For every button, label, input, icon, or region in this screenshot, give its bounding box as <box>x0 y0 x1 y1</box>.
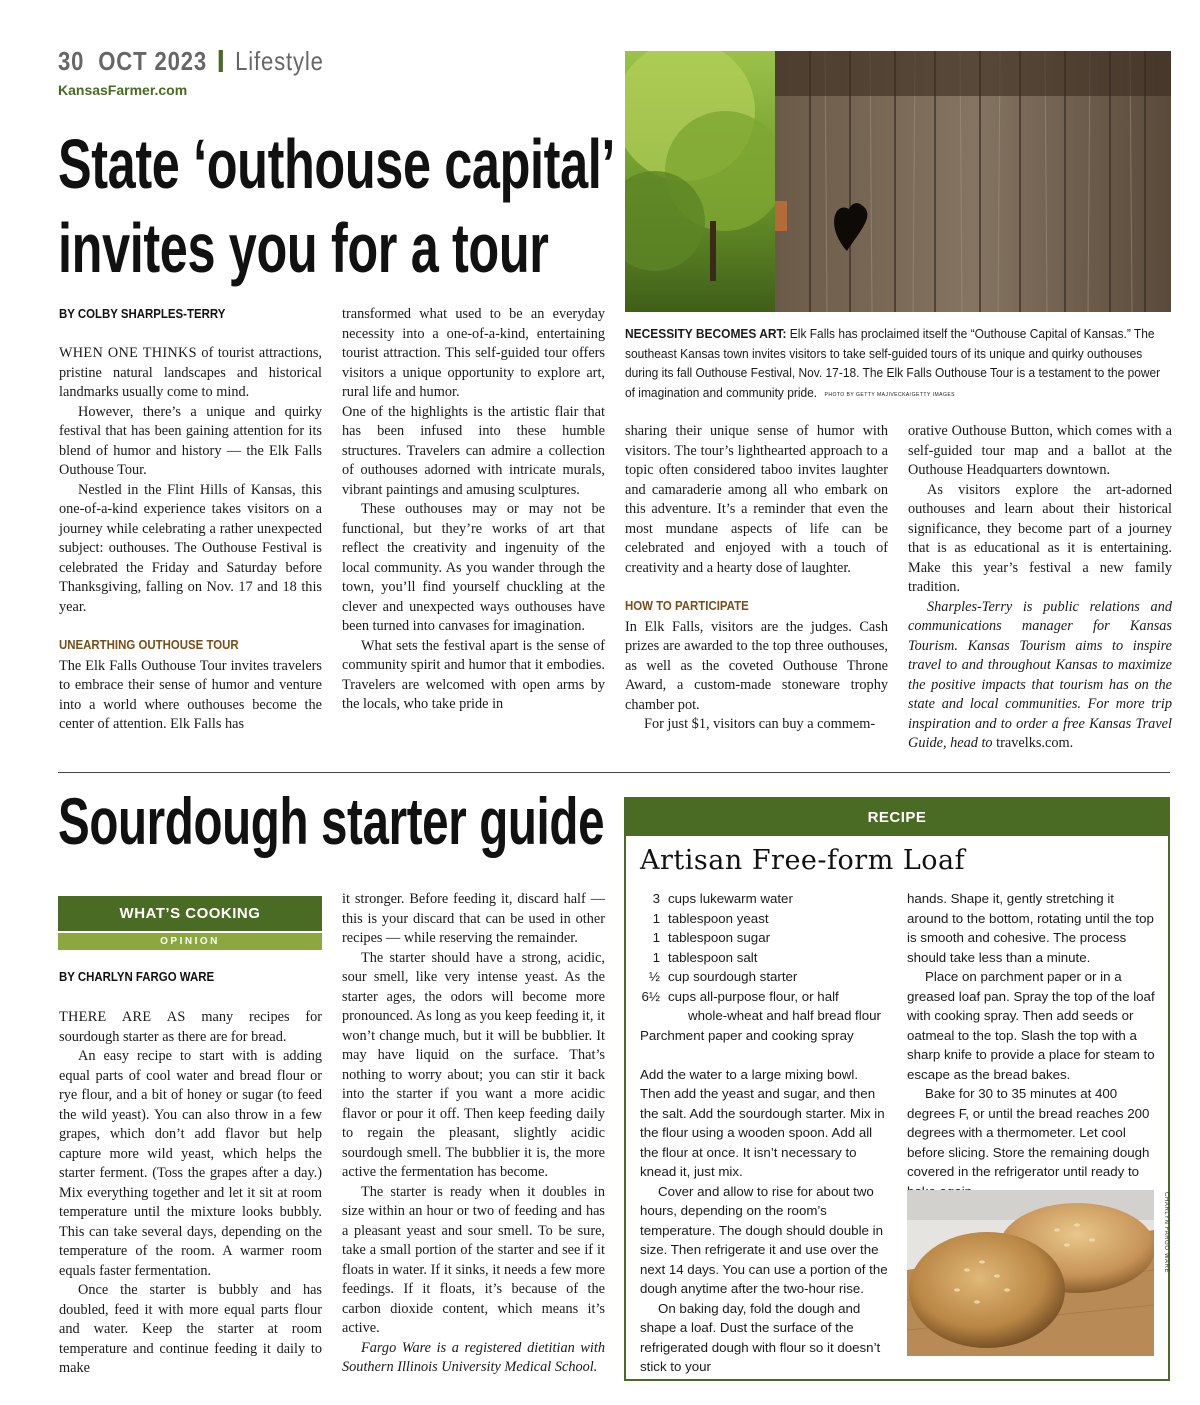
article1-column-4 <box>908 422 1172 754</box>
header-divider <box>219 50 223 72</box>
paragraph: of tourist attractions, pristine natural landscapes and historical landmarks usually come to mind. <box>59 345 322 400</box>
photo-credit: PHOTO BY GETTY MAJIVECKA/GETTY IMAGES <box>824 391 956 398</box>
paragraph: sharing their unique sense of humor with visitors. The tour’s lighthearted approach to a topic often considered taboo invites laughter and camaraderie among all who embark on this adventure. It’s a reminder that even the most mundane aspects of life can be celebrated and enjoyed with a touch of creativity and a hearty dose of laughter. <box>625 423 888 576</box>
bread-loaves-icon <box>907 1190 1154 1356</box>
paragraph: One of the highlights is the artistic flair that has been infused into these humble structures. Travelers can admire a collection of outhouses adorned with intricate murals, vibrant paintings and amusing sculptures. <box>342 403 605 498</box>
page-number: 30 <box>58 46 85 76</box>
recipe-step: On baking day, fold the dough and shape a loaf. Dust the surface of the refrigerated dough with flour so it doesn’t stick to your <box>640 1300 881 1374</box>
photo-caption <box>625 324 1171 405</box>
column-label-box <box>58 896 322 952</box>
subhead: UNEARTHING OUTHOUSE TOUR <box>59 637 239 652</box>
paragraph: An easy recipe to start with is adding equal parts of cool water and bread flour or rye flour, and a bit of honey or sugar (to feed the wild yeast). You can also throw in a few grapes, which don’t add flavor but help capture more wild yeast, which helps the starter ferment. (Toss the grapes after a day.) Mix everything together and let it sit at room temperature until the mixture looks bubbly. This can take several days, depending on the temperature of the room. A warmer room equals faster fermentation. <box>59 1048 322 1279</box>
ingredient: 3 cups lukewarm water <box>652 891 793 906</box>
recipe-column-1 <box>640 889 890 1377</box>
article1-column-2 <box>342 305 605 715</box>
ingredient: 6½ cups all-purpose flour, or half <box>641 988 839 1004</box>
ingredient: ½ cup sourdough starter <box>648 969 798 984</box>
paragraph: Once the starter is bubbly and has doubled, feed it with more equal parts flour and water. Keep the starter at room temperature and continue feeding it daily to make <box>59 1282 322 1376</box>
outhouse-door-icon <box>625 51 1171 312</box>
ingredient: whole-wheat and half bread flour <box>688 1008 881 1023</box>
recipe-label: RECIPE <box>626 799 1168 836</box>
paragraph: These outhouses may or may not be functional, but they’re works of art that reflect the creativity and ingenuity of the local community. As you wander through the town, you’ll find yourself chuckling at the clever and unexpected ways outhouses have been turned into canvases for imagination. <box>342 501 605 634</box>
recipe-step: Add the water to a large mixing bowl. Then add the yeast and sugar, and then the salt. Add the sourdough starter. Mix in the flour using a wooden spoon. Add all the flour at once. It isn’t necessary to knead it, just mix. <box>640 1066 885 1179</box>
recipe-step: Cover and allow to rise for about two hours, depending on the room’s temperature. The dough should double in size. Then refrigerate it and use over the next 14 days. You can use a portion of the dough anytime after the two-hour rise. <box>640 1183 888 1296</box>
paragraph: The Elk Falls Outhouse Tour invites travelers to embrace their sense of humor and venture into a world where outhouses become the center of attention. Elk Falls has <box>59 657 322 732</box>
column-label: WHAT’S COOKING <box>58 896 322 931</box>
section-divider <box>58 772 1170 773</box>
author-bio: Sharples-Terry is public relations and communications manager for Kansas Tourism. Kansas Tourism aims to inspire travel to and throughout Kansas to maximize the positive impacts that tourism has on the state and local communities. For more trip inspiration and to order a free Kansas Travel Guide, head to <box>908 598 1172 751</box>
site-link[interactable]: KansasFarmer.com <box>58 82 188 98</box>
paragraph: orative Outhouse Button, which comes with a self-guided tour map and a ballot at the Outhouse Headquarters downtown. <box>908 423 1172 478</box>
ingredient: 1 tablespoon yeast <box>652 910 769 926</box>
dropcap-caps: WHEN ONE THINKS <box>59 345 197 361</box>
paragraph: Nestled in the Flint Hills of Kansas, this one-of-a-kind experience takes visitors on a journey while celebrating a rather unexpected subject: outhouses. The Outhouse Festival is celebrated the Friday and Saturday before Thanksgiving, falling on Nov. 17 and 18 this year. <box>59 481 322 615</box>
paragraph: many recipes for sourdough starter as there are for bread. <box>59 1009 322 1045</box>
article1-byline: BY COLBY SHARPLES-TERRY <box>59 306 226 321</box>
recipe-step: hands. Shape it, gently stretching it around to the bottom, rotating until the top is smooth and cohesive. The process should take less than a minute. <box>907 891 1154 965</box>
ingredient: 1 tablespoon sugar <box>652 930 771 945</box>
article1-headline <box>58 122 615 290</box>
ingredient: 1 tablespoon salt <box>652 949 758 965</box>
subhead: HOW TO PARTICIPATE <box>625 598 749 613</box>
paragraph: it stronger. Before feeding it, discard half — this is your discard that can be used in other recipes — while reserving the remainder. <box>342 891 605 946</box>
outhouse-photo <box>625 51 1171 312</box>
paragraph: The starter should have a strong, acidic, sour smell, like very intense yeast. As the starter ages, the odors will become more pronounced. As long as you keep feeding it, it won’t change much, but it will be bubblier. It may have liquid on the surface. That’s nothing to worry about; you can stir it back into the starter if you want a more acidic flavor or pour it off. Then keep feeding daily to regain the pleasant, slightly acidic sourdough smell. The bubblier it is, the more active the fermentation has become. <box>342 949 605 1180</box>
article2-headline: Sourdough starter guide <box>58 784 605 858</box>
author-bio: Fargo Ware is a registered dietitian with Southern Illinois University Medical School. <box>342 1339 605 1375</box>
article2-column-2 <box>342 890 605 1378</box>
ingredient-extra: Parchment paper and cooking spray <box>640 1027 854 1043</box>
dropcap-caps: THERE ARE AS <box>59 1009 186 1025</box>
article1-column-3 <box>625 422 888 735</box>
article1-headline-line1: State ‘outhouse capital’ <box>58 125 616 203</box>
recipe-title: Artisan Free-form Loaf <box>640 845 966 876</box>
bread-photo <box>907 1190 1154 1356</box>
recipe-step: Bake for 30 to 35 minutes at 400 degrees F, or until the bread reaches 200 degrees with a thermometer. Let cool before slicing. Store the remaining dough covered in the refrigerator until ready to <box>907 1086 1150 1179</box>
paragraph: For just $1, visitors can buy a commem- <box>644 716 876 732</box>
article1-headline-line2: invites you for a tour <box>58 209 549 287</box>
paragraph: In Elk Falls, visitors are the judges. Cash prizes are awarded to the top three outhouses, as well as the coveted Outhouse Throne Award, a custom-made stoneware trophy chamber pot. <box>625 618 888 713</box>
article2-byline: BY CHARLYN FARGO WARE <box>59 969 215 984</box>
caption-text: Elk Falls has proclaimed itself the “Outhouse Capital of Kansas.” The southeast Kansas town invites visitors to take self-guided tours of its unique and quirky outhouses during its fall Outhouse Festival, Nov. 17-18. The Elk Falls Outhouse Tour is a testament to the power of imagination and community pride. <box>625 326 1161 400</box>
recipe-step: Place on parchment paper or in a greased loaf pan. Spray the top of the loaf with cooking spray. Then add seeds or oatmeal to the top. Slash the top with a sharp knife to provide a place for steam to escape as the bread bakes. <box>907 969 1155 1082</box>
recipe-column-2 <box>907 889 1157 1201</box>
paragraph: The starter is ready when it doubles in size within an hour or two of feeding and has a pleasant yeast and sour smell. To be sure, take a small portion of the starter and see if it floats in water. If it sinks, it needs a few more feedings. If it floats, it’s because of the carbon dioxide content, which means it’s active. <box>342 1183 605 1336</box>
article2-column-1 <box>59 1008 322 1379</box>
issue-date: OCT 2023 <box>98 46 208 76</box>
caption-label: NECESSITY BECOMES ART: <box>625 326 787 341</box>
paragraph: As visitors explore the art-adorned outhouses and learn about their historical significance, they become part of a journey that is as educational as it is entertaining. Make this year’s festival a new family tradition. <box>908 481 1172 595</box>
page-header <box>58 46 324 77</box>
paragraph: What sets the festival apart is the sense of community spirit and humor that it embodies. Travelers are welcomed with open arms by the locals, who take pride in <box>342 637 605 712</box>
article1-column-1 <box>59 344 322 735</box>
column-sublabel: OPINION <box>58 933 322 950</box>
paragraph: However, there’s a unique and quirky festival that has been gaining attention for its blend of humor and history — the Elk Falls Outhouse Tour. <box>59 403 322 478</box>
section-name: Lifestyle <box>235 46 324 76</box>
bread-photo-credit: CHARLYN FARGO WARE <box>1163 1192 1169 1274</box>
paragraph: transformed what used to be an everyday necessity into a one-of-a-kind, entertaining tourist attraction. This self-guided tour offers visitors a unique opportunity to explore art, rural life and humor. <box>342 306 605 400</box>
travel-link[interactable]: travelks.com. <box>992 735 1074 751</box>
